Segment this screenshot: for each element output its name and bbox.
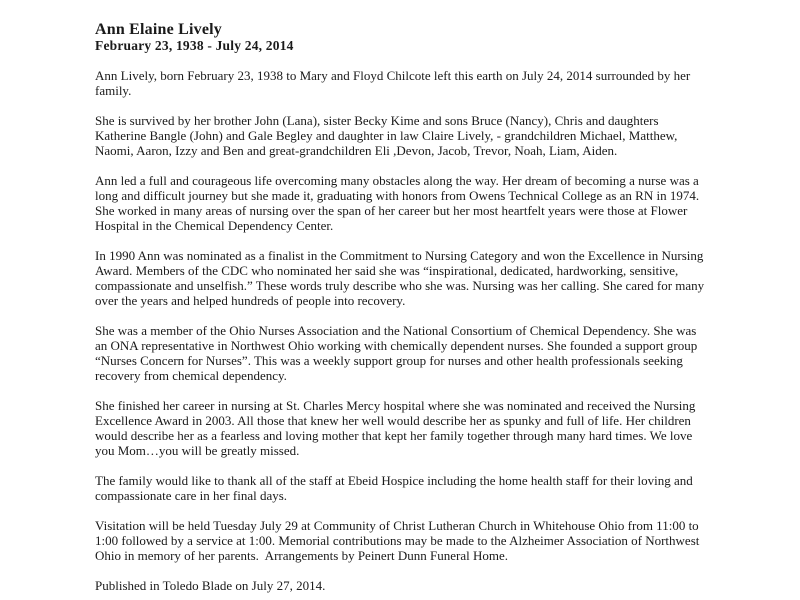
obituary-paragraph-career-end: She finished her career in nursing at St. Charles Mercy hospital where she was nominated and received the Nursing Excellence Award in 2003. All those that knew her well would describe her as spunky and full of life. Her children would describe her as a fearless and loving mother that kept her family together through many hard times. We love you Mom…you will be greatly missed. bbox=[95, 398, 699, 458]
life-dates-heading: February 23, 1938 - July 24, 2014 bbox=[95, 38, 294, 53]
obituary-paragraph-survivors: She is survived by her brother John (Lana), sister Becky Kime and sons Bruce (Nancy), Chris and daughters Katherine Bangle (John) and Gale Begley and daughter in law Claire Lively, - grandchildren Michael, Matthew, Naomi, Aaron, Izzy and Ben and great-grandchildren Eli ,Devon, Jacob, Trevor, Noah, Liam, Aiden. bbox=[95, 113, 681, 158]
obituary-paragraph-intro: Ann Lively, born February 23, 1938 to Mary and Floyd Chilcote left this earth on July 24, 2014 surrounded by her family. bbox=[95, 68, 694, 98]
obituary-paragraph-thanks: The family would like to thank all of the staff at Ebeid Hospice including the home health staff for their loving and compassionate care in her final days. bbox=[95, 473, 696, 503]
obituary-paragraph-published: Published in Toledo Blade on July 27, 2014. bbox=[95, 578, 326, 593]
obituary-paragraph-nursing-award: In 1990 Ann was nominated as a finalist in the Commitment to Nursing Category and won the Excellence in Nursing Award. Members of the CDC who nominated her said she was “inspirational, dedicated, hardworking, sensitive, compassionate and unselfish.” These words truly describe who she was. Nursing was her calling. She cared for many over the years and helped hundreds of people into recovery. bbox=[95, 248, 708, 308]
obituary-paragraph-life-career: Ann led a full and courageous life overcoming many obstacles along the way. Her dream of becoming a nurse was a long and difficult journey but she made it, graduating with honors from Owens Technical College as an RN in 1974. She worked in many areas of nursing over the span of her career but her most heartfelt years were those at Flower Hospital in the Chemical Dependency Center. bbox=[95, 173, 703, 233]
obituary-paragraph-visitation: Visitation will be held Tuesday July 29 at Community of Christ Lutheran Church in Whitehouse Ohio from 11:00 to 1:00 followed by a service at 1:00. Memorial contributions may be made to the Alzheimer Association of Northwest Ohio in memory of her parents. Arrangements by Peinert Dunn Funeral Home. bbox=[95, 518, 703, 563]
deceased-name-heading: Ann Elaine Lively bbox=[95, 21, 222, 38]
obituary-paragraph-associations: She was a member of the Ohio Nurses Association and the National Consortium of Chemical Dependency. She was an ONA representative in Northwest Ohio working with chemically dependent nurses. She founded a support group “Nurses Concern for Nurses”. This was a weekly support group for nurses and other health professionals seeking recovery from chemical dependency. bbox=[95, 323, 701, 383]
obituary-document bbox=[95, 21, 709, 593]
